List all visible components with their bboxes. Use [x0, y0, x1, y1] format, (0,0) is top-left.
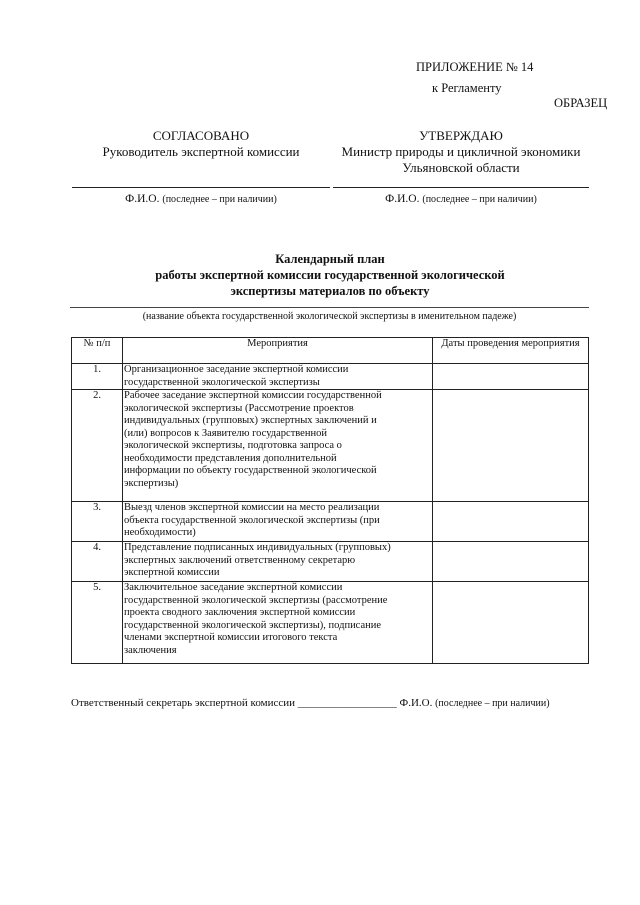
fio-left-note: (последнее – при наличии) [162, 194, 277, 205]
approval-right-status: УТВЕРЖДАЮ [419, 128, 503, 143]
table-row [72, 390, 589, 502]
secretary-label: Ответственный секретарь экспертной комиссии [71, 697, 296, 709]
row-date-cell[interactable] [433, 542, 589, 582]
event-line: экспертизы) [124, 477, 179, 489]
event-line: государственной экологической экспертизы (рассмотрение [124, 594, 388, 606]
appendix-reference: к Регламенту [432, 81, 502, 95]
header-num: № п/п [72, 338, 123, 364]
header-events: Мероприятия [123, 338, 433, 364]
approval-left-status: СОГЛАСОВАНО [152, 128, 250, 143]
row-event [123, 582, 433, 664]
event-line: экспертной комиссии [124, 567, 220, 578]
fio-right-note: (последнее – при наличии) [422, 194, 537, 205]
table-header-row [72, 338, 589, 364]
appendix-number: ПРИЛОЖЕНИЕ № 14 [416, 60, 534, 74]
event-line: Организационное заседание экспертной комиссии [124, 364, 349, 375]
fio-right-label: Ф.И.О. [385, 193, 420, 205]
title-line-3: экспертизы материалов по объекту [230, 284, 430, 298]
table-row [72, 582, 589, 664]
row-event [123, 390, 433, 502]
event-line: членами экспертной комиссии итогового текста [124, 632, 338, 643]
secretary-fio-label: Ф.И.О. [399, 697, 433, 709]
signature-line-right [333, 187, 589, 188]
event-line: необходимости представления дополнительной [124, 452, 337, 464]
secretary-fio-note: (последнее – при наличии) [435, 698, 550, 709]
row-event [123, 364, 433, 390]
event-line: Выезд членов экспертной комиссии на место реализации [124, 502, 380, 513]
table-row [72, 542, 589, 582]
approval-right-role-line1: Министр природы и цикличной экономики [341, 144, 581, 159]
fio-left [72, 193, 330, 205]
sample-mark: ОБРАЗЕЦ [554, 96, 608, 110]
row-num: 3. [72, 502, 123, 542]
row-event [123, 502, 433, 542]
fio-left-label: Ф.И.О. [125, 193, 160, 205]
header-dates: Даты проведения мероприятия [433, 338, 589, 364]
approval-right-role-line2: Ульяновской области [402, 160, 520, 175]
event-line: заключения [124, 644, 177, 656]
document-title [70, 251, 590, 299]
table-row [72, 364, 589, 390]
event-line: экологической экспертизы, подготовка запроса о [124, 440, 342, 451]
fio-right [333, 193, 589, 205]
event-line: государственной экологической экспертизы), подписание [124, 619, 382, 631]
event-line: экспертных заключений ответственному секретарю [124, 554, 356, 566]
row-num: 4. [72, 542, 123, 582]
row-event [123, 542, 433, 582]
event-line: объекта государственной экологической экспертизы (при [124, 514, 380, 526]
row-num: 1. [72, 364, 123, 390]
approval-left [72, 128, 330, 160]
row-date-cell[interactable] [433, 390, 589, 502]
event-line: Рабочее заседание экспертной комиссии государственной [124, 390, 382, 401]
event-line: необходимости) [124, 527, 196, 538]
row-num: 2. [72, 390, 123, 502]
object-name-caption: (название объекта государственной экологической экспертизы в именительном падеже) [142, 311, 517, 322]
signature-line-left [72, 187, 330, 188]
event-line: Заключительное заседание экспертной комиссии [124, 582, 343, 593]
event-line: проекта сводного заключения экспертной комиссии [124, 607, 356, 618]
event-line: государственной экологической экспертизы [124, 376, 320, 388]
event-line: информации по объекту государственной экологической [124, 465, 377, 476]
event-line: экологической экспертизы (Рассмотрение проектов [124, 402, 354, 414]
row-date-cell[interactable] [433, 582, 589, 664]
event-line: Представление подписанных индивидуальных (групповых) [124, 542, 391, 553]
row-num: 5. [72, 582, 123, 664]
row-date-cell[interactable] [433, 364, 589, 390]
table-row [72, 502, 589, 542]
calendar-plan-table [71, 337, 589, 664]
title-line-1: Календарный план [275, 252, 385, 266]
object-name-line [70, 307, 589, 308]
approval-right [333, 128, 589, 176]
responsible-secretary [71, 697, 550, 709]
secretary-signature-blank[interactable]: __________________ [297, 697, 397, 709]
event-line: (или) вопросов к Заявителю государственной [124, 427, 327, 439]
title-line-2: работы экспертной комиссии государственной экологической [155, 268, 505, 282]
event-line: индивидуальных (групповых) экспертных заключений и [124, 415, 377, 426]
approval-left-role: Руководитель экспертной комиссии [102, 144, 300, 159]
row-date-cell[interactable] [433, 502, 589, 542]
